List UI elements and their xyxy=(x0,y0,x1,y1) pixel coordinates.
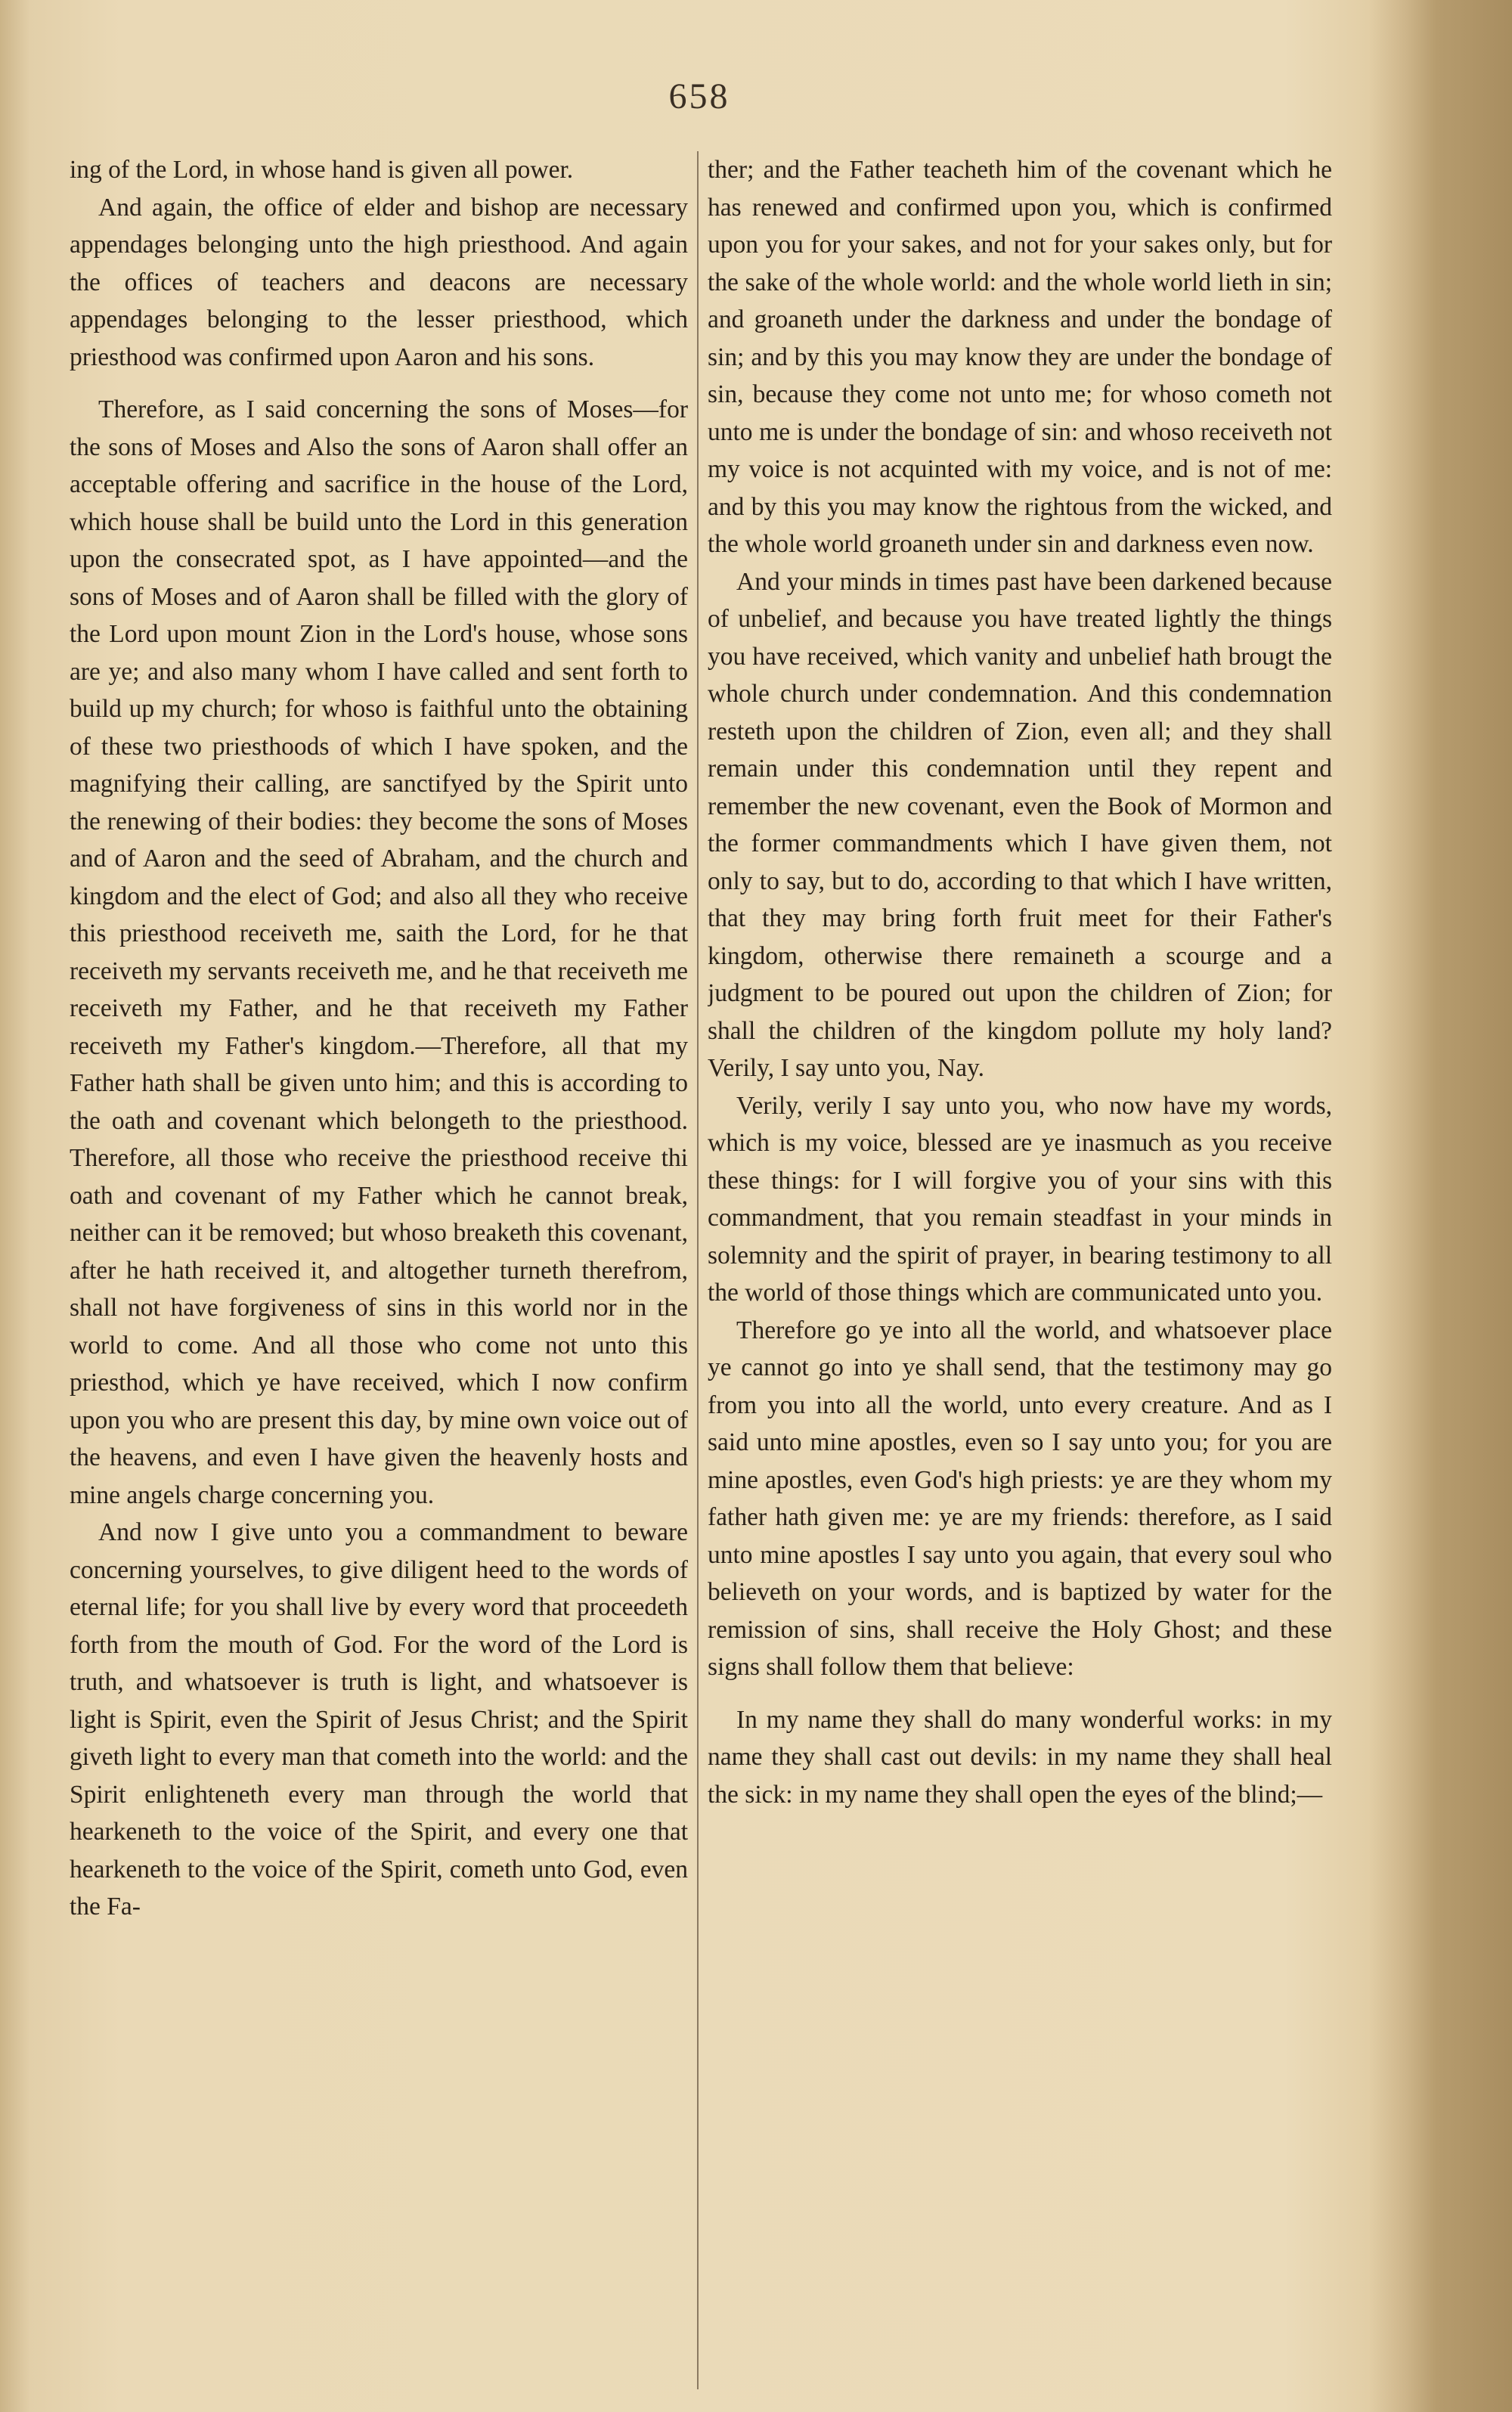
page-number: 658 xyxy=(668,76,730,116)
paragraph: ther; and the Father teacheth him of the covenant which he has renewed and confirmed upon you, which is confirmed upon you for your sakes, and not for your sakes only, but for the sake of the whole world: and the whole world lieth in sin; and groaneth under the darkness and under the bondage of sin; and by this you may know they are under the bondage of sin, because they come not unto me; for whoso cometh not unto me is under the bondage of sin: and whoso receiveth not my voice is not acquinted with my voice, and is not of me: and by this you may know the rightous from the wicked, and the whole world groaneth under sin and darkness even now. xyxy=(708,156,1332,558)
paragraph: And your minds in times past have been darkened because of unbelief, and because you have treated lightly the things you have received, which vanity and unbelief hath brougt the whole church under condemnation. And this condemnation resteth upon the children of Zion, even all; and they shall remain under this condemnation until they repent and remember the new covenant, even the Book of Mormon and the former commandments which I have given them, not only to say, but to do, according to that which I have written, that they may bring forth fruit meet for their Father's kingdom, otherwise there remaineth a scourge and a judgment to be poured out upon the children of Zion; for shall the children of the kingdom pollute my holy land? Verily, I say unto you, Nay. xyxy=(708,567,1332,1082)
paragraph: Therefore go ye into all the world, and whatsoever place ye cannot go into ye shall send, that the testimony may go from you into all the world, unto every creature. And as I said unto mine apostles, even so I say unto you; for you are mine apostles, even God's high priests: ye are they whom my father hath given me: ye are my friends: therefore, as I said unto mine apostles I say unto you again, that every soul who believeth on your words, and is baptized by water for the remission of sins, shall receive the Holy Ghost; and these signs shall follow them that believe: xyxy=(708,1316,1332,1681)
paragraph: And now I give unto you a commandment to beware concerning yourselves, to give diligent heed to the words of eternal life; for you shall live by every word that proceedeth forth from the mouth of God. For the word of the Lord is truth, and whatsoever is truth is light, and whatsoever is light is Spirit, even the Spirit of Jesus Christ; and the Spirit giveth light to every man that cometh into the world: and the Spirit enlighteneth every man through the world that hearkeneth to the voice of the Spirit, and every one that hearkeneth to the voice of the Spirit, cometh unto God, even the Fa- xyxy=(70,1518,688,1921)
paragraph: Verily, verily I say unto you, who now have my words, which is my voice, blessed are ye inasmuch as you receive these things: for I will forgive you of your sins with this commandment, that you remain steadfast in your minds in solemnity and the spirit of prayer, in bearing testimony to all the world of those things which are communicated unto you. xyxy=(708,1091,1332,1307)
column-divider xyxy=(697,151,699,2389)
paragraph: Therefore, as I said concerning the sons of Moses—for the sons of Moses and Also the sons of Aaron shall offer an acceptable offering and sacrifice in the house of the Lord, which house shall be build unto the Lord in this generation upon the consecrated spot, as I have appointed—and the sons of Moses and of Aaron shall be filled with the glory of the Lord upon mount Zion in the Lord's house, whose sons are ye; and also many whom I have called and sent forth to build up my church; for whoso is faithful unto the obtaining of these two priesthoods of which I have spoken, and the magnifying their calling, are sanctifyed by the Spirit unto the renewing of their bodies: they become the sons of Moses and of Aaron and the seed of Abraham, and the church and kingdom and the elect of God; and also all they who receive this priesthood receiveth me, saith the Lord, for he that receiveth my servants receiveth me, and he that receiveth me receiveth my Father, and he that receiveth my Father receiveth my Father's kingdom.—Therefore, all that my Father hath shall be given unto him; and this is according to the oath and covenant which belongeth to the priesthood. Therefore, all those who receive the priesthood receive thi oath and covenant of my Father which he cannot break, neither can it be removed; but whoso breaketh this covenant, after he hath received it, and altogether turneth therefrom, shall not have forgiveness of sins in this world nor in the world to come. And all those who come not unto this priesthod, which ye have received, which I now confirm upon you who are present this day, by mine own voice out of the heavens, and even I have given the heavenly hosts and mine angels charge concerning you. xyxy=(70,395,688,1509)
right-column xyxy=(708,151,1332,2389)
paragraph: And again, the office of elder and bishop are necessary appendages belonging unto the high priesthood. And again the offices of teachers and deacons are necessary appendages belonging to the lesser priesthood, which priesthood was confirmed upon Aaron and his sons. xyxy=(70,193,688,371)
paragraph: ing of the Lord, in whose hand is given all power. xyxy=(70,156,574,184)
paragraph: In my name they shall do many wonderful works: in my name they shall cast out devils: in my name they shall heal the sick: in my name they shall open the eyes of the blind;— xyxy=(708,1705,1332,1809)
left-column xyxy=(70,151,688,2389)
